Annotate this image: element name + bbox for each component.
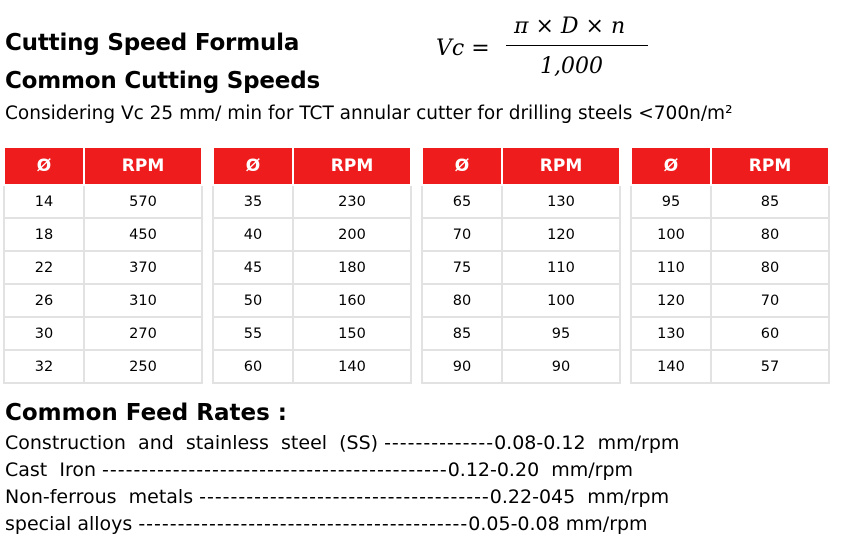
rpm-cell: 270: [84, 317, 202, 350]
table-row: [422, 218, 620, 251]
diameter-header: Ø: [631, 147, 711, 185]
table-row: [631, 185, 829, 218]
diameter-cell: 90: [422, 350, 502, 383]
rpm-header: RPM: [502, 147, 620, 185]
rpm-cell: 70: [711, 284, 829, 317]
table-row: [4, 350, 202, 383]
diameter-header: Ø: [213, 147, 293, 185]
feed-rate-leader: --------------: [384, 432, 495, 454]
diameter-cell: 50: [213, 284, 293, 317]
rpm-cell: 120: [502, 218, 620, 251]
diameter-cell: 120: [631, 284, 711, 317]
rpm-cell: 230: [293, 185, 411, 218]
rpm-cell: 85: [711, 185, 829, 218]
page-title: Cutting Speed Formula: [5, 30, 300, 56]
table-row: [422, 284, 620, 317]
feed-rate-value: 0.08-0.12 mm/rpm: [494, 432, 680, 454]
feed-rate-leader: ------------------------------------------: [138, 513, 469, 535]
formula-numerator: π × D × n: [514, 14, 626, 39]
feed-rate-line: [5, 459, 633, 481]
diameter-cell: 45: [213, 251, 293, 284]
speed-table-2: [212, 146, 412, 384]
table-row: [422, 185, 620, 218]
diameter-cell: 40: [213, 218, 293, 251]
rpm-cell: 100: [502, 284, 620, 317]
rpm-header: RPM: [293, 147, 411, 185]
table-row: [4, 317, 202, 350]
feed-rate-label: Construction and stainless steel (SS): [5, 432, 379, 454]
rpm-cell: 140: [293, 350, 411, 383]
rpm-cell: 60: [711, 317, 829, 350]
table-row: [631, 317, 829, 350]
table-row: [213, 350, 411, 383]
table-row: [422, 350, 620, 383]
rpm-cell: 180: [293, 251, 411, 284]
speed-table-1: [3, 146, 203, 384]
diameter-cell: 65: [422, 185, 502, 218]
feed-rate-line: [5, 513, 648, 535]
cutting-speed-note: Considering Vc 25 mm/ min for TCT annular cutter for drilling steels <700n/m²: [5, 103, 733, 124]
table-row: [4, 284, 202, 317]
diameter-cell: 32: [4, 350, 84, 383]
rpm-cell: 95: [502, 317, 620, 350]
feed-rate-value: 0.12-0.20 mm/rpm: [447, 459, 634, 481]
table-row: [213, 218, 411, 251]
rpm-cell: 90: [502, 350, 620, 383]
feed-rate-label: Cast Iron: [5, 459, 97, 481]
formula-fraction-bar: [506, 45, 648, 46]
formula-lhs: Vc =: [436, 36, 490, 61]
diameter-cell: 95: [631, 185, 711, 218]
cutting-speeds-heading: Common Cutting Speeds: [5, 68, 320, 94]
feed-rate-leader: --------------------------------------------: [102, 459, 448, 481]
speed-table-4: [630, 146, 830, 384]
rpm-cell: 150: [293, 317, 411, 350]
diameter-cell: 85: [422, 317, 502, 350]
diameter-header: Ø: [422, 147, 502, 185]
table-row: [422, 317, 620, 350]
speed-table-3: [421, 146, 621, 384]
rpm-header: RPM: [84, 147, 202, 185]
rpm-cell: 570: [84, 185, 202, 218]
rpm-cell: 160: [293, 284, 411, 317]
table-row: [213, 284, 411, 317]
feed-rate-label: Non-ferrous metals: [5, 486, 194, 508]
diameter-cell: 35: [213, 185, 293, 218]
table-row: [213, 185, 411, 218]
rpm-cell: 310: [84, 284, 202, 317]
table-row: [631, 350, 829, 383]
table-row: [631, 218, 829, 251]
table-row: [631, 251, 829, 284]
table-row: [631, 284, 829, 317]
diameter-cell: 22: [4, 251, 84, 284]
diameter-cell: 140: [631, 350, 711, 383]
table-row: [4, 218, 202, 251]
cutting-speed-formula: [436, 8, 656, 88]
table-row: [213, 317, 411, 350]
diameter-header: Ø: [4, 147, 84, 185]
diameter-cell: 75: [422, 251, 502, 284]
feed-rate-value: 0.22-045 mm/rpm: [489, 486, 670, 508]
table-row: [213, 251, 411, 284]
rpm-cell: 80: [711, 218, 829, 251]
feed-rate-value: 0.05-0.08 mm/rpm: [468, 513, 648, 535]
rpm-cell: 57: [711, 350, 829, 383]
rpm-cell: 200: [293, 218, 411, 251]
feed-rate-line: [5, 486, 669, 508]
feed-rate-label: special alloys: [5, 513, 133, 535]
rpm-cell: 110: [502, 251, 620, 284]
rpm-cell: 450: [84, 218, 202, 251]
diameter-cell: 110: [631, 251, 711, 284]
diameter-cell: 70: [422, 218, 502, 251]
diameter-cell: 100: [631, 218, 711, 251]
feed-rate-line: [5, 432, 679, 454]
rpm-cell: 370: [84, 251, 202, 284]
diameter-cell: 80: [422, 284, 502, 317]
diameter-cell: 60: [213, 350, 293, 383]
diameter-cell: 30: [4, 317, 84, 350]
feed-rate-leader: -------------------------------------: [199, 486, 490, 508]
rpm-cell: 130: [502, 185, 620, 218]
diameter-cell: 14: [4, 185, 84, 218]
diameter-cell: 26: [4, 284, 84, 317]
feed-rates-heading: Common Feed Rates :: [5, 400, 287, 426]
rpm-cell: 80: [711, 251, 829, 284]
diameter-cell: 55: [213, 317, 293, 350]
rpm-header: RPM: [711, 147, 829, 185]
rpm-cell: 250: [84, 350, 202, 383]
formula-denominator: 1,000: [540, 54, 603, 79]
table-row: [422, 251, 620, 284]
diameter-cell: 130: [631, 317, 711, 350]
table-row: [4, 185, 202, 218]
diameter-cell: 18: [4, 218, 84, 251]
table-row: [4, 251, 202, 284]
